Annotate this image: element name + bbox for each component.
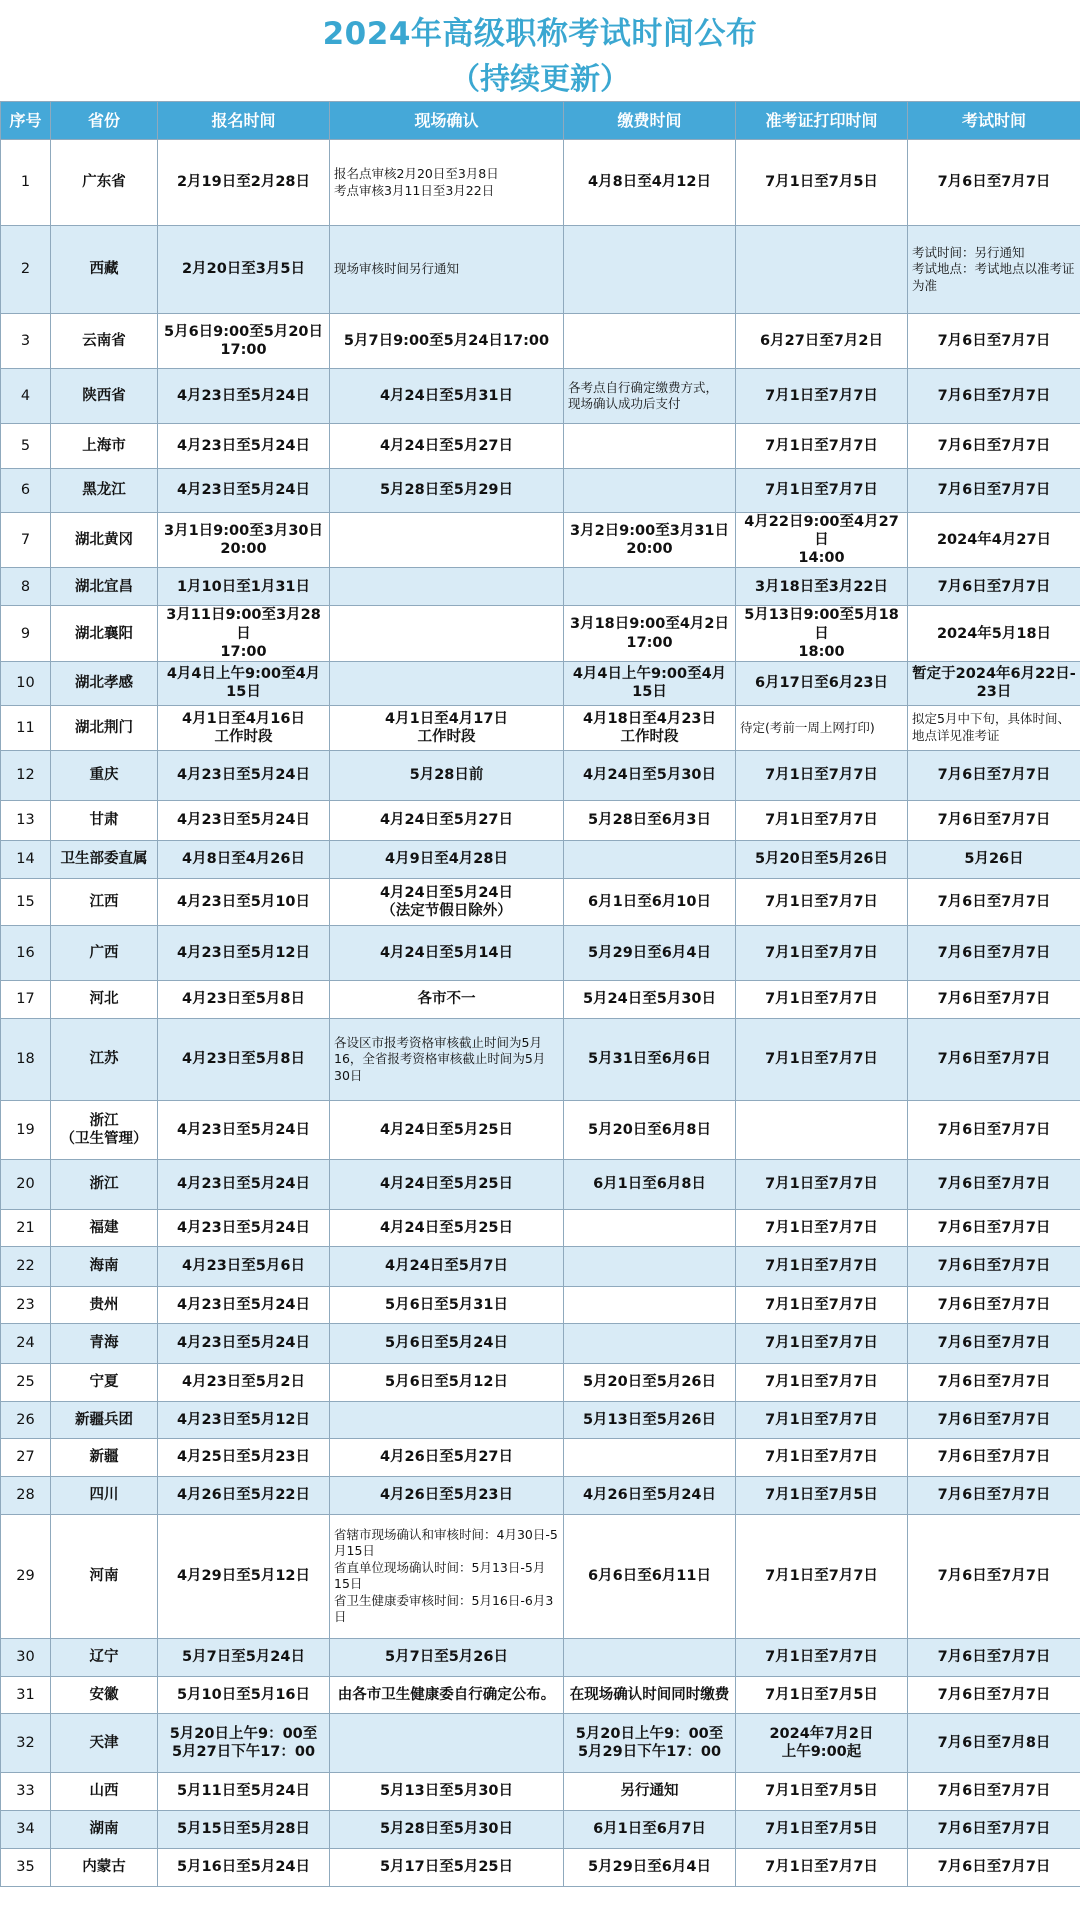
cell-index: 10 xyxy=(1,661,51,705)
table-row xyxy=(1,1246,1080,1286)
cell-registration: 3月11日9:00至3月28日 17:00 xyxy=(158,606,330,661)
cell-province: 湖北荆门 xyxy=(51,705,158,750)
cell-payment: 3月18日9:00至4月2日 17:00 xyxy=(564,606,736,661)
cell-exam-time: 7月6日至7月8日 xyxy=(908,1713,1080,1772)
cell-exam-time: 7月6日至7月7日 xyxy=(908,1363,1080,1401)
cell-index: 27 xyxy=(1,1438,51,1476)
cell-exam-time: 7月6日至7月7日 xyxy=(908,1772,1080,1810)
cell-index: 7 xyxy=(1,513,51,568)
cell-onsite-confirmation xyxy=(330,661,564,705)
cell-onsite-confirmation xyxy=(330,513,564,568)
cell-payment xyxy=(564,1323,736,1363)
cell-registration: 4月4日上午9:00至4月 15日 xyxy=(158,661,330,705)
cell-index: 17 xyxy=(1,980,51,1018)
cell-province: 湖北黄冈 xyxy=(51,513,158,568)
cell-onsite-confirmation: 4月24日至5月25日 xyxy=(330,1159,564,1209)
table-row xyxy=(1,1848,1080,1886)
table-row xyxy=(1,878,1080,925)
cell-index: 15 xyxy=(1,878,51,925)
cell-exam-time: 拟定5月中下旬，具体时间、地点详见准考证 xyxy=(908,705,1080,750)
cell-index: 9 xyxy=(1,606,51,661)
cell-onsite-confirmation xyxy=(330,606,564,661)
cell-admission-ticket: 7月1日至7月7日 xyxy=(736,980,908,1018)
cell-payment: 5月24日至5月30日 xyxy=(564,980,736,1018)
cell-registration: 4月8日至4月26日 xyxy=(158,840,330,878)
cell-registration: 4月23日至5月8日 xyxy=(158,1018,330,1100)
cell-province: 上海市 xyxy=(51,424,158,469)
table-row xyxy=(1,980,1080,1018)
cell-admission-ticket: 7月1日至7月7日 xyxy=(736,1401,908,1438)
table-row xyxy=(1,1676,1080,1713)
cell-payment xyxy=(564,1638,736,1676)
cell-payment: 在现场确认时间同时缴费 xyxy=(564,1676,736,1713)
cell-payment xyxy=(564,424,736,469)
cell-onsite-confirmation: 5月28日前 xyxy=(330,750,564,800)
table-row xyxy=(1,840,1080,878)
cell-province: 山西 xyxy=(51,1772,158,1810)
cell-exam-time: 5月26日 xyxy=(908,840,1080,878)
cell-exam-time: 7月6日至7月7日 xyxy=(908,1246,1080,1286)
cell-payment: 5月20日至6月8日 xyxy=(564,1100,736,1159)
cell-province: 湖南 xyxy=(51,1810,158,1848)
cell-payment xyxy=(564,1438,736,1476)
cell-payment: 5月31日至6月6日 xyxy=(564,1018,736,1100)
cell-index: 16 xyxy=(1,925,51,980)
cell-payment xyxy=(564,840,736,878)
cell-province: 青海 xyxy=(51,1323,158,1363)
cell-exam-time: 7月6日至7月7日 xyxy=(908,800,1080,840)
cell-province: 浙江 （卫生管理） xyxy=(51,1100,158,1159)
cell-registration: 2月19日至2月28日 xyxy=(158,140,330,226)
cell-payment: 另行通知 xyxy=(564,1772,736,1810)
page-subtitle: （持续更新） xyxy=(450,62,630,97)
cell-exam-time: 考试时间：另行通知 考试地点：考试地点以准考证为准 xyxy=(908,226,1080,314)
header-province: 省份 xyxy=(51,102,158,140)
cell-index: 11 xyxy=(1,705,51,750)
cell-payment xyxy=(564,226,736,314)
cell-province: 安徽 xyxy=(51,1676,158,1713)
cell-payment: 6月1日至6月7日 xyxy=(564,1810,736,1848)
cell-province: 四川 xyxy=(51,1476,158,1514)
cell-index: 5 xyxy=(1,424,51,469)
cell-admission-ticket: 7月1日至7月5日 xyxy=(736,1476,908,1514)
cell-admission-ticket: 5月13日9:00至5月18日 18:00 xyxy=(736,606,908,661)
cell-index: 29 xyxy=(1,1514,51,1638)
cell-province: 新疆兵团 xyxy=(51,1401,158,1438)
cell-registration: 4月23日至5月24日 xyxy=(158,1286,330,1323)
cell-admission-ticket: 7月1日至7月5日 xyxy=(736,1810,908,1848)
cell-index: 34 xyxy=(1,1810,51,1848)
cell-onsite-confirmation: 5月17日至5月25日 xyxy=(330,1848,564,1886)
cell-exam-time: 7月6日至7月7日 xyxy=(908,1848,1080,1886)
cell-payment: 5月29日至6月4日 xyxy=(564,1848,736,1886)
cell-province: 内蒙古 xyxy=(51,1848,158,1886)
cell-registration: 4月23日至5月12日 xyxy=(158,925,330,980)
cell-registration: 4月23日至5月8日 xyxy=(158,980,330,1018)
cell-province: 江苏 xyxy=(51,1018,158,1100)
table-row xyxy=(1,1476,1080,1514)
cell-registration: 4月23日至5月24日 xyxy=(158,1323,330,1363)
cell-admission-ticket: 6月17日至6月23日 xyxy=(736,661,908,705)
cell-registration: 4月1日至4月16日 工作时段 xyxy=(158,705,330,750)
cell-province: 福建 xyxy=(51,1209,158,1246)
cell-onsite-confirmation: 4月24日至5月14日 xyxy=(330,925,564,980)
cell-index: 13 xyxy=(1,800,51,840)
cell-index: 21 xyxy=(1,1209,51,1246)
cell-payment: 4月18日至4月23日 工作时段 xyxy=(564,705,736,750)
cell-onsite-confirmation: 4月24日至5月27日 xyxy=(330,424,564,469)
cell-onsite-confirmation: 各设区市报考资格审核截止时间为5月16，全省报考资格审核截止时间为5月30日 xyxy=(330,1018,564,1100)
table-row xyxy=(1,1638,1080,1676)
cell-index: 23 xyxy=(1,1286,51,1323)
table-row xyxy=(1,424,1080,469)
cell-admission-ticket: 7月1日至7月7日 xyxy=(736,369,908,424)
header-index: 序号 xyxy=(1,102,51,140)
header-admission-ticket: 准考证打印时间 xyxy=(736,102,908,140)
cell-registration: 4月23日至5月12日 xyxy=(158,1401,330,1438)
table-row xyxy=(1,1514,1080,1638)
cell-registration: 4月23日至5月24日 xyxy=(158,800,330,840)
cell-exam-time: 7月6日至7月7日 xyxy=(908,925,1080,980)
cell-onsite-confirmation: 报名点审核2月20日至3月8日 考点审核3月11日至3月22日 xyxy=(330,140,564,226)
cell-exam-time: 7月6日至7月7日 xyxy=(908,1159,1080,1209)
cell-onsite-confirmation: 5月6日至5月24日 xyxy=(330,1323,564,1363)
cell-province: 湖北襄阳 xyxy=(51,606,158,661)
cell-exam-time: 7月6日至7月7日 xyxy=(908,1638,1080,1676)
cell-payment: 6月6日至6月11日 xyxy=(564,1514,736,1638)
cell-index: 35 xyxy=(1,1848,51,1886)
cell-index: 24 xyxy=(1,1323,51,1363)
cell-index: 22 xyxy=(1,1246,51,1286)
cell-exam-time: 2024年4月27日 xyxy=(908,513,1080,568)
cell-exam-time: 7月6日至7月7日 xyxy=(908,568,1080,606)
table-row xyxy=(1,925,1080,980)
cell-admission-ticket xyxy=(736,1100,908,1159)
cell-index: 18 xyxy=(1,1018,51,1100)
cell-index: 8 xyxy=(1,568,51,606)
cell-onsite-confirmation: 5月13日至5月30日 xyxy=(330,1772,564,1810)
cell-exam-time: 7月6日至7月7日 xyxy=(908,424,1080,469)
cell-payment xyxy=(564,314,736,369)
cell-exam-time: 7月6日至7月7日 xyxy=(908,980,1080,1018)
cell-province: 云南省 xyxy=(51,314,158,369)
cell-admission-ticket: 7月1日至7月5日 xyxy=(736,140,908,226)
cell-index: 33 xyxy=(1,1772,51,1810)
cell-registration: 4月23日至5月6日 xyxy=(158,1246,330,1286)
cell-exam-time: 7月6日至7月7日 xyxy=(908,1323,1080,1363)
cell-onsite-confirmation: 现场审核时间另行通知 xyxy=(330,226,564,314)
cell-registration: 4月23日至5月2日 xyxy=(158,1363,330,1401)
header-exam-time: 考试时间 xyxy=(908,102,1080,140)
table-row xyxy=(1,140,1080,226)
cell-province: 宁夏 xyxy=(51,1363,158,1401)
table-row xyxy=(1,469,1080,513)
table-body xyxy=(1,140,1080,1887)
cell-onsite-confirmation: 由各市卫生健康委自行确定公布。 xyxy=(330,1676,564,1713)
cell-exam-time: 7月6日至7月7日 xyxy=(908,1209,1080,1246)
cell-province: 卫生部委直属 xyxy=(51,840,158,878)
cell-index: 6 xyxy=(1,469,51,513)
cell-admission-ticket: 6月27日至7月2日 xyxy=(736,314,908,369)
cell-exam-time: 7月6日至7月7日 xyxy=(908,369,1080,424)
cell-admission-ticket: 7月1日至7月7日 xyxy=(736,1323,908,1363)
table-row xyxy=(1,513,1080,568)
cell-registration: 5月16日至5月24日 xyxy=(158,1848,330,1886)
cell-onsite-confirmation: 4月24日至5月31日 xyxy=(330,369,564,424)
cell-admission-ticket: 7月1日至7月7日 xyxy=(736,1438,908,1476)
cell-province: 湖北宜昌 xyxy=(51,568,158,606)
cell-registration: 4月23日至5月24日 xyxy=(158,1100,330,1159)
table-row xyxy=(1,1209,1080,1246)
header-registration: 报名时间 xyxy=(158,102,330,140)
cell-onsite-confirmation: 4月9日至4月28日 xyxy=(330,840,564,878)
cell-registration: 1月10日至1月31日 xyxy=(158,568,330,606)
table-row xyxy=(1,1772,1080,1810)
cell-exam-time: 7月6日至7月7日 xyxy=(908,1438,1080,1476)
cell-registration: 5月7日至5月24日 xyxy=(158,1638,330,1676)
cell-index: 20 xyxy=(1,1159,51,1209)
cell-admission-ticket: 7月1日至7月7日 xyxy=(736,1848,908,1886)
cell-exam-time: 7月6日至7月7日 xyxy=(908,1401,1080,1438)
cell-payment: 4月4日上午9:00至4月 15日 xyxy=(564,661,736,705)
cell-payment: 3月2日9:00至3月31日 20:00 xyxy=(564,513,736,568)
cell-province: 河南 xyxy=(51,1514,158,1638)
table-row xyxy=(1,661,1080,705)
cell-index: 2 xyxy=(1,226,51,314)
cell-payment: 6月1日至6月10日 xyxy=(564,878,736,925)
cell-admission-ticket: 待定(考前一周上网打印) xyxy=(736,705,908,750)
cell-admission-ticket: 7月1日至7月7日 xyxy=(736,925,908,980)
exam-schedule-table xyxy=(0,101,1080,1887)
cell-admission-ticket: 7月1日至7月7日 xyxy=(736,424,908,469)
cell-index: 19 xyxy=(1,1100,51,1159)
cell-exam-time: 7月6日至7月7日 xyxy=(908,469,1080,513)
cell-exam-time: 7月6日至7月7日 xyxy=(908,1476,1080,1514)
cell-registration: 2月20日至3月5日 xyxy=(158,226,330,314)
table-row xyxy=(1,705,1080,750)
cell-exam-time: 7月6日至7月7日 xyxy=(908,1810,1080,1848)
cell-payment xyxy=(564,568,736,606)
cell-province: 黑龙江 xyxy=(51,469,158,513)
cell-payment: 5月20日至5月26日 xyxy=(564,1363,736,1401)
cell-payment xyxy=(564,1246,736,1286)
cell-payment: 5月29日至6月4日 xyxy=(564,925,736,980)
cell-province: 新疆 xyxy=(51,1438,158,1476)
cell-onsite-confirmation: 省辖市现场确认和审核时间：4月30日-5月15日 省直单位现场确认时间：5月13日-5月15日 省卫生健康委审核时间：5月16日-6月3日 xyxy=(330,1514,564,1638)
cell-exam-time: 7月6日至7月7日 xyxy=(908,1514,1080,1638)
cell-exam-time: 7月6日至7月7日 xyxy=(908,1286,1080,1323)
cell-onsite-confirmation xyxy=(330,1401,564,1438)
cell-onsite-confirmation: 4月24日至5月7日 xyxy=(330,1246,564,1286)
cell-exam-time: 7月6日至7月7日 xyxy=(908,1018,1080,1100)
table-row xyxy=(1,1401,1080,1438)
cell-province: 浙江 xyxy=(51,1159,158,1209)
cell-registration: 3月1日9:00至3月30日 20:00 xyxy=(158,513,330,568)
table-row xyxy=(1,1363,1080,1401)
cell-registration: 5月6日9:00至5月20日 17:00 xyxy=(158,314,330,369)
cell-admission-ticket: 7月1日至7月7日 xyxy=(736,1209,908,1246)
cell-onsite-confirmation: 4月24日至5月27日 xyxy=(330,800,564,840)
cell-province: 辽宁 xyxy=(51,1638,158,1676)
table-row xyxy=(1,568,1080,606)
cell-admission-ticket: 7月1日至7月7日 xyxy=(736,800,908,840)
header-onsite-confirmation: 现场确认 xyxy=(330,102,564,140)
cell-index: 4 xyxy=(1,369,51,424)
page-title: 2024年高级职称考试时间公布 xyxy=(322,16,758,52)
table-row xyxy=(1,226,1080,314)
cell-index: 26 xyxy=(1,1401,51,1438)
cell-province: 广东省 xyxy=(51,140,158,226)
cell-registration: 5月20日上午9：00至 5月27日下午17：00 xyxy=(158,1713,330,1772)
cell-onsite-confirmation: 5月28日至5月29日 xyxy=(330,469,564,513)
table-row xyxy=(1,1810,1080,1848)
cell-payment: 4月24日至5月30日 xyxy=(564,750,736,800)
cell-admission-ticket: 7月1日至7月7日 xyxy=(736,469,908,513)
cell-province: 天津 xyxy=(51,1713,158,1772)
cell-province: 湖北孝感 xyxy=(51,661,158,705)
cell-admission-ticket: 4月22日9:00至4月27日 14:00 xyxy=(736,513,908,568)
cell-payment: 5月28日至6月3日 xyxy=(564,800,736,840)
table-row xyxy=(1,1713,1080,1772)
cell-onsite-confirmation: 4月26日至5月27日 xyxy=(330,1438,564,1476)
cell-admission-ticket: 7月1日至7月7日 xyxy=(736,1018,908,1100)
cell-admission-ticket: 3月18日至3月22日 xyxy=(736,568,908,606)
cell-admission-ticket: 7月1日至7月7日 xyxy=(736,1286,908,1323)
cell-index: 1 xyxy=(1,140,51,226)
cell-payment: 5月13日至5月26日 xyxy=(564,1401,736,1438)
cell-registration: 5月11日至5月24日 xyxy=(158,1772,330,1810)
cell-payment xyxy=(564,1286,736,1323)
table-row xyxy=(1,750,1080,800)
table-row xyxy=(1,606,1080,661)
cell-onsite-confirmation xyxy=(330,1713,564,1772)
cell-province: 广西 xyxy=(51,925,158,980)
cell-onsite-confirmation: 4月24日至5月25日 xyxy=(330,1209,564,1246)
cell-registration: 4月23日至5月10日 xyxy=(158,878,330,925)
cell-admission-ticket: 7月1日至7月5日 xyxy=(736,1772,908,1810)
cell-admission-ticket: 7月1日至7月7日 xyxy=(736,1159,908,1209)
cell-registration: 4月23日至5月24日 xyxy=(158,369,330,424)
cell-admission-ticket: 7月1日至7月7日 xyxy=(736,750,908,800)
cell-admission-ticket xyxy=(736,226,908,314)
cell-payment: 4月26日至5月24日 xyxy=(564,1476,736,1514)
cell-admission-ticket: 7月1日至7月7日 xyxy=(736,1638,908,1676)
cell-exam-time: 7月6日至7月7日 xyxy=(908,878,1080,925)
cell-registration: 4月23日至5月24日 xyxy=(158,469,330,513)
cell-exam-time: 7月6日至7月7日 xyxy=(908,750,1080,800)
cell-province: 江西 xyxy=(51,878,158,925)
cell-registration: 4月25日至5月23日 xyxy=(158,1438,330,1476)
table-row xyxy=(1,1159,1080,1209)
cell-payment: 5月20日上午9：00至 5月29日下午17：00 xyxy=(564,1713,736,1772)
title-block xyxy=(0,0,1080,101)
cell-province: 甘肃 xyxy=(51,800,158,840)
cell-index: 30 xyxy=(1,1638,51,1676)
cell-index: 12 xyxy=(1,750,51,800)
cell-onsite-confirmation: 4月26日至5月23日 xyxy=(330,1476,564,1514)
cell-index: 28 xyxy=(1,1476,51,1514)
cell-admission-ticket: 7月1日至7月5日 xyxy=(736,1676,908,1713)
table-row xyxy=(1,1438,1080,1476)
cell-payment xyxy=(564,1209,736,1246)
cell-index: 25 xyxy=(1,1363,51,1401)
cell-onsite-confirmation: 5月6日至5月31日 xyxy=(330,1286,564,1323)
cell-index: 32 xyxy=(1,1713,51,1772)
cell-onsite-confirmation: 4月24日至5月24日 （法定节假日除外） xyxy=(330,878,564,925)
cell-onsite-confirmation: 5月6日至5月12日 xyxy=(330,1363,564,1401)
cell-admission-ticket: 2024年7月2日 上午9:00起 xyxy=(736,1713,908,1772)
cell-province: 贵州 xyxy=(51,1286,158,1323)
cell-exam-time: 暂定于2024年6月22日- 23日 xyxy=(908,661,1080,705)
cell-exam-time: 7月6日至7月7日 xyxy=(908,140,1080,226)
cell-registration: 4月26日至5月22日 xyxy=(158,1476,330,1514)
cell-registration: 5月10日至5月16日 xyxy=(158,1676,330,1713)
cell-onsite-confirmation: 各市不一 xyxy=(330,980,564,1018)
cell-payment: 6月1日至6月8日 xyxy=(564,1159,736,1209)
table-header-row xyxy=(1,102,1080,140)
cell-admission-ticket: 7月1日至7月7日 xyxy=(736,1514,908,1638)
cell-registration: 4月23日至5月24日 xyxy=(158,1209,330,1246)
cell-registration: 4月23日至5月24日 xyxy=(158,424,330,469)
cell-onsite-confirmation: 4月24日至5月25日 xyxy=(330,1100,564,1159)
cell-province: 重庆 xyxy=(51,750,158,800)
cell-payment: 4月8日至4月12日 xyxy=(564,140,736,226)
cell-province: 海南 xyxy=(51,1246,158,1286)
table-row xyxy=(1,1018,1080,1100)
cell-province: 陕西省 xyxy=(51,369,158,424)
cell-admission-ticket: 7月1日至7月7日 xyxy=(736,1363,908,1401)
cell-province: 西藏 xyxy=(51,226,158,314)
table-row xyxy=(1,1286,1080,1323)
cell-exam-time: 7月6日至7月7日 xyxy=(908,1676,1080,1713)
cell-payment: 各考点自行确定缴费方式， 现场确认成功后支付 xyxy=(564,369,736,424)
cell-index: 3 xyxy=(1,314,51,369)
cell-registration: 4月29日至5月12日 xyxy=(158,1514,330,1638)
cell-payment xyxy=(564,469,736,513)
cell-admission-ticket: 5月20日至5月26日 xyxy=(736,840,908,878)
cell-onsite-confirmation xyxy=(330,568,564,606)
table-row xyxy=(1,369,1080,424)
cell-onsite-confirmation: 5月7日9:00至5月24日17:00 xyxy=(330,314,564,369)
table-row xyxy=(1,800,1080,840)
header-payment: 缴费时间 xyxy=(564,102,736,140)
cell-exam-time: 7月6日至7月7日 xyxy=(908,1100,1080,1159)
cell-onsite-confirmation: 5月28日至5月30日 xyxy=(330,1810,564,1848)
cell-onsite-confirmation: 4月1日至4月17日 工作时段 xyxy=(330,705,564,750)
cell-registration: 4月23日至5月24日 xyxy=(158,750,330,800)
table-row xyxy=(1,1100,1080,1159)
table-row xyxy=(1,314,1080,369)
table-row xyxy=(1,1323,1080,1363)
cell-province: 河北 xyxy=(51,980,158,1018)
cell-registration: 5月15日至5月28日 xyxy=(158,1810,330,1848)
cell-admission-ticket: 7月1日至7月7日 xyxy=(736,878,908,925)
cell-exam-time: 7月6日至7月7日 xyxy=(908,314,1080,369)
cell-index: 31 xyxy=(1,1676,51,1713)
cell-registration: 4月23日至5月24日 xyxy=(158,1159,330,1209)
cell-onsite-confirmation: 5月7日至5月26日 xyxy=(330,1638,564,1676)
cell-exam-time: 2024年5月18日 xyxy=(908,606,1080,661)
cell-admission-ticket: 7月1日至7月7日 xyxy=(736,1246,908,1286)
cell-index: 14 xyxy=(1,840,51,878)
